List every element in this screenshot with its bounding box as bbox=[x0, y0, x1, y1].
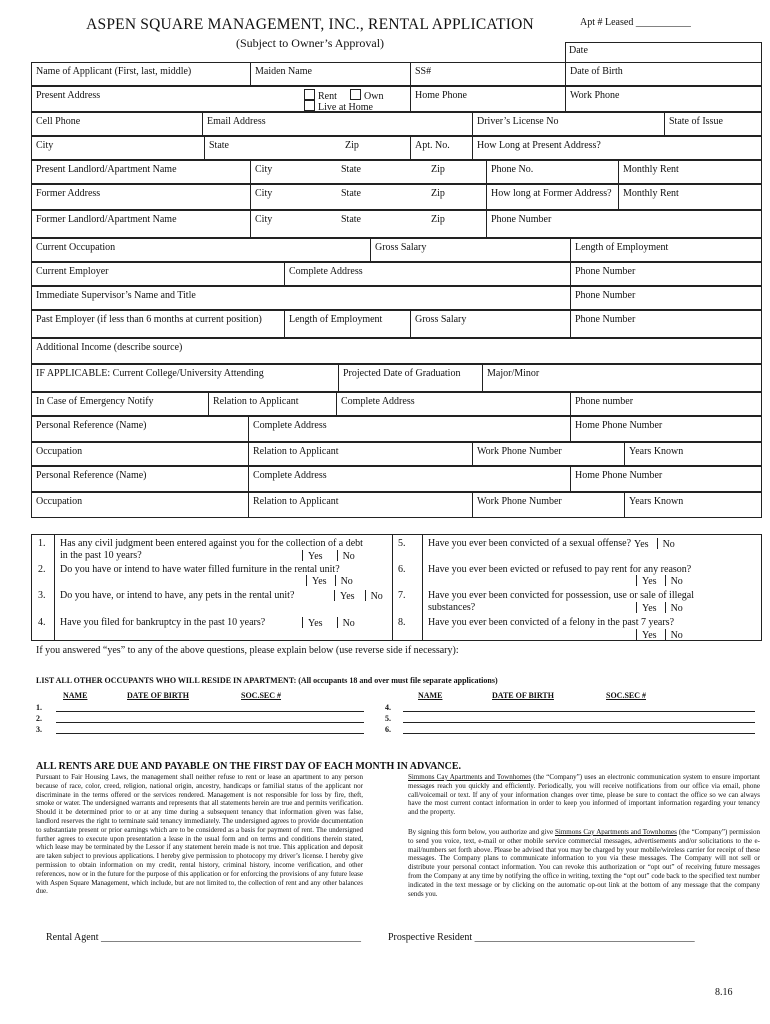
q7-number: 7. bbox=[398, 590, 406, 601]
q4-text: Have you filed for bankruptcy in the past 10 years? bbox=[60, 617, 266, 628]
form-subtitle: (Subject to Owner’s Approval) bbox=[235, 36, 385, 50]
q3-number: 3. bbox=[38, 590, 46, 601]
row-personal-ref-2 bbox=[31, 466, 762, 492]
column-divider bbox=[54, 535, 55, 640]
row-city bbox=[31, 136, 762, 160]
graduation-field[interactable] bbox=[338, 365, 482, 391]
length-employment-label: Length of Employment bbox=[575, 242, 669, 253]
zip-label: Zip bbox=[431, 214, 445, 225]
emergency-relation-field[interactable] bbox=[208, 393, 336, 415]
past-length-employment-field[interactable] bbox=[284, 311, 410, 337]
occupant-dob-header: DATE OF BIRTH bbox=[127, 691, 189, 700]
current-employer-field[interactable] bbox=[32, 263, 284, 285]
row-current-occupation bbox=[31, 238, 762, 262]
row-occupation-1 bbox=[31, 442, 762, 466]
former-address-label: Former Address bbox=[36, 188, 101, 199]
no-label: No bbox=[340, 576, 353, 587]
how-long-former-label: How long at Former Address? bbox=[491, 188, 612, 199]
ref-1-occupation-field[interactable] bbox=[32, 443, 248, 465]
q4-yes-box[interactable] bbox=[302, 617, 303, 628]
q3-answer[interactable] bbox=[334, 590, 383, 602]
occupant-2-number: 2. bbox=[36, 714, 42, 723]
occupant-ssn-header: SOC.SEC # bbox=[606, 691, 647, 700]
former-landlord-label: Former Landlord/Apartment Name bbox=[36, 214, 177, 225]
drivers-license-label: Driver’s License No bbox=[477, 116, 559, 127]
column-divider bbox=[422, 535, 423, 640]
employer-address-field[interactable] bbox=[284, 263, 570, 285]
former-city-state-zip[interactable] bbox=[250, 185, 486, 209]
state-label: State bbox=[341, 188, 361, 199]
q5-answer[interactable] bbox=[634, 538, 675, 550]
home-phone-number-label: Home Phone Number bbox=[575, 420, 663, 431]
monthly-rent-label: Monthly Rent bbox=[623, 188, 679, 199]
home-phone-number-label: Home Phone Number bbox=[575, 470, 663, 481]
gross-salary-label: Gross Salary bbox=[415, 314, 467, 325]
q7-yes-box[interactable] bbox=[636, 602, 637, 613]
former-monthly-rent-field[interactable] bbox=[618, 185, 762, 209]
monthly-rent-field[interactable] bbox=[618, 161, 762, 183]
q5-text: Have you ever been convicted of a sexual offense? bbox=[428, 538, 632, 549]
occupant-5-number: 5. bbox=[385, 714, 391, 723]
q4-answer[interactable] bbox=[302, 617, 355, 629]
row-personal-ref-1 bbox=[31, 416, 762, 442]
former-landlord-city-state-zip[interactable] bbox=[250, 211, 486, 237]
q3-yes-box[interactable] bbox=[334, 590, 335, 601]
row-occupation-2 bbox=[31, 492, 762, 518]
q4-number: 4. bbox=[38, 617, 46, 628]
work-phone-label: Work Phone bbox=[570, 90, 620, 101]
no-label: No bbox=[662, 539, 675, 550]
relation-label: Relation to Applicant bbox=[213, 396, 299, 407]
work-phone-field[interactable] bbox=[565, 87, 762, 111]
apt-no-field[interactable] bbox=[410, 137, 472, 159]
live-at-home-checkbox[interactable] bbox=[304, 100, 315, 111]
occupant-6-line[interactable] bbox=[403, 733, 755, 734]
landlord-phone-field[interactable] bbox=[486, 161, 618, 183]
q8-no-box[interactable] bbox=[665, 629, 666, 640]
questions-table bbox=[31, 534, 762, 641]
no-label: No bbox=[370, 591, 383, 602]
employer-phone-field[interactable] bbox=[570, 263, 762, 285]
dob-field[interactable] bbox=[565, 63, 762, 85]
rent-label: Rent bbox=[318, 91, 337, 102]
how-long-former-field[interactable] bbox=[486, 185, 618, 209]
complete-address-label: Complete Address bbox=[289, 266, 363, 277]
row-former-address bbox=[31, 184, 762, 210]
supervisor-label: Immediate Supervisor’s Name and Title bbox=[36, 290, 196, 301]
prospective-resident-signature[interactable]: Prospective Resident ____________________________________________ bbox=[388, 932, 695, 943]
rents-heading: ALL RENTS ARE DUE AND PAYABLE ON THE FIRST DAY OF EACH MONTH IN ADVANCE. bbox=[36, 761, 461, 772]
emergency-phone-field[interactable] bbox=[570, 393, 762, 415]
personal-ref-1-address-field[interactable] bbox=[248, 417, 570, 441]
q2-answer[interactable] bbox=[306, 575, 353, 587]
q3-text: Do you have, or intend to have, any pets in the rental unit? bbox=[60, 590, 295, 601]
ref-2-years-known-field[interactable] bbox=[624, 493, 762, 517]
occupants-heading: LIST ALL OTHER OCCUPANTS WHO WILL RESIDE IN APARTMENT: (All occupants 18 and over must file separate applications) bbox=[36, 676, 498, 685]
phone-number-label: Phone Number bbox=[575, 314, 636, 325]
occupant-name-header: NAME bbox=[418, 691, 443, 700]
q7-answer[interactable] bbox=[636, 602, 683, 614]
occupation-label: Occupation bbox=[36, 446, 83, 457]
cell-phone-field[interactable] bbox=[32, 113, 202, 135]
phone-no-label: Phone No. bbox=[491, 164, 534, 175]
complete-address-label: Complete Address bbox=[341, 396, 415, 407]
current-occupation-label: Current Occupation bbox=[36, 242, 116, 253]
email-label: Email Address bbox=[207, 116, 266, 127]
occupant-4-line[interactable] bbox=[403, 711, 755, 712]
q1-answer[interactable] bbox=[302, 550, 355, 562]
occupant-2-line[interactable] bbox=[56, 722, 364, 723]
state-label: State bbox=[341, 214, 361, 225]
yes-label: Yes bbox=[308, 551, 323, 562]
yes-label: Yes bbox=[308, 618, 323, 629]
occupant-name-header: NAME bbox=[63, 691, 88, 700]
occupant-5-line[interactable] bbox=[403, 722, 755, 723]
q8-answer[interactable] bbox=[636, 629, 683, 641]
occupant-4-number: 4. bbox=[385, 703, 391, 712]
ref-1-work-phone-field[interactable] bbox=[472, 443, 624, 465]
city-label: City bbox=[36, 140, 54, 151]
former-landlord-field[interactable] bbox=[32, 211, 250, 237]
gross-salary-label: Gross Salary bbox=[375, 242, 427, 253]
own-label: Own bbox=[364, 91, 384, 102]
occupant-1-line[interactable] bbox=[56, 711, 364, 712]
yes-label: Yes bbox=[642, 576, 657, 587]
personal-ref-2-address-field[interactable] bbox=[248, 467, 570, 491]
phone-number-label: Phone Number bbox=[575, 266, 636, 277]
occupation-label: Occupation bbox=[36, 496, 83, 507]
row-former-landlord bbox=[31, 210, 762, 238]
college-label: IF APPLICABLE: Current College/University Attending bbox=[36, 368, 264, 379]
q6-no-box[interactable] bbox=[665, 575, 666, 586]
rental-agent-signature[interactable]: Rental Agent ____________________________________________________ bbox=[46, 932, 361, 943]
ref-1-relation-field[interactable] bbox=[248, 443, 472, 465]
company-name: Simmons Cay Apartments and Townhomes bbox=[408, 773, 531, 781]
date-label: Date bbox=[569, 45, 588, 56]
former-landlord-phone-field[interactable] bbox=[486, 211, 762, 237]
monthly-rent-label: Monthly Rent bbox=[623, 164, 679, 175]
row-cell-phone bbox=[31, 112, 762, 136]
landlord-city-state-zip[interactable] bbox=[250, 161, 486, 183]
q6-yes-box[interactable] bbox=[636, 575, 637, 586]
ssn-field[interactable] bbox=[410, 63, 565, 85]
yes-label: Yes bbox=[340, 591, 355, 602]
no-label: No bbox=[342, 618, 355, 629]
state-of-issue-field[interactable] bbox=[664, 113, 762, 135]
applicant-name-field[interactable] bbox=[32, 63, 250, 85]
yes-label: Yes bbox=[312, 576, 327, 587]
ref-2-occupation-field[interactable] bbox=[32, 493, 248, 517]
yes-label: Yes bbox=[642, 603, 657, 614]
relation-label: Relation to Applicant bbox=[253, 446, 339, 457]
row-college bbox=[31, 364, 762, 392]
personal-ref-1-home-phone-field[interactable] bbox=[570, 417, 762, 441]
how-long-present-field[interactable] bbox=[472, 137, 762, 159]
cell-phone-label: Cell Phone bbox=[36, 116, 81, 127]
rent-checkbox[interactable] bbox=[304, 89, 315, 100]
personal-ref-2-name-field[interactable] bbox=[32, 467, 248, 491]
gross-salary-field[interactable] bbox=[370, 239, 570, 261]
q6-number: 6. bbox=[398, 564, 406, 575]
personal-ref-1-name-field[interactable] bbox=[32, 417, 248, 441]
past-employer-label: Past Employer (if less than 6 months at current position) bbox=[36, 314, 262, 325]
no-label: No bbox=[670, 576, 683, 587]
length-employment-field[interactable] bbox=[570, 239, 762, 261]
authorization-text-b: (the “Company”) permission to send you voice, text, e-mail or other mobile service commercial messages, advertisements and/or solicitations to the e-mail/numbers set forth above. Please be advised that you may be charged by your mobile/wireless carrier for receipt of these messages. The Company plans to communicate information to you via these messages. The Company will not sell or distribute your personal contact information. You can revoke this authorization or “opt out” of receiving future messages from the Company at any time by notifying the office in writing, texting the “opt out” code back to the specified text number indicated in the text message or by clicking on the automatic op-out link at the bottom of any message that the company sends you. bbox=[408, 828, 760, 898]
years-known-label: Years Known bbox=[629, 496, 684, 507]
drivers-license-field[interactable] bbox=[472, 113, 664, 135]
column-divider bbox=[392, 535, 393, 640]
no-label: No bbox=[342, 551, 355, 562]
phone-number-label: Phone Number bbox=[575, 290, 636, 301]
ref-1-years-known-field[interactable] bbox=[624, 443, 762, 465]
q6-text: Have you ever been evicted or refused to pay rent for any reason? bbox=[428, 564, 692, 575]
dob-label: Date of Birth bbox=[570, 66, 623, 77]
complete-address-label: Complete Address bbox=[253, 470, 327, 481]
college-field[interactable] bbox=[32, 365, 338, 391]
row-supervisor bbox=[31, 286, 762, 310]
apt-no-label: Apt. No. bbox=[415, 140, 450, 151]
ssn-label: SS# bbox=[415, 66, 432, 77]
no-label: No bbox=[670, 603, 683, 614]
past-employer-field[interactable] bbox=[32, 311, 284, 337]
occupant-3-line[interactable] bbox=[56, 733, 364, 734]
occupant-dob-header: DATE OF BIRTH bbox=[492, 691, 554, 700]
city-label: City bbox=[255, 188, 273, 199]
personal-ref-label: Personal Reference (Name) bbox=[36, 420, 147, 431]
yes-label: Yes bbox=[642, 630, 657, 641]
own-checkbox[interactable] bbox=[350, 89, 361, 100]
q2-no-box[interactable] bbox=[335, 575, 336, 586]
present-landlord-label: Present Landlord/Apartment Name bbox=[36, 164, 177, 175]
major-field[interactable] bbox=[482, 365, 762, 391]
zip-label: Zip bbox=[431, 164, 445, 175]
email-field[interactable] bbox=[202, 113, 472, 135]
city-label: City bbox=[255, 214, 273, 225]
major-label: Major/Minor bbox=[487, 368, 540, 379]
q8-number: 8. bbox=[398, 617, 406, 628]
relation-label: Relation to Applicant bbox=[253, 496, 339, 507]
present-address-label: Present Address bbox=[36, 90, 101, 101]
fair-housing-paragraph: Pursuant to Fair Housing Laws, the management shall neither refuse to rent or lease an apartment to any person because of race, color, creed, religion, national origin, ancestry, handicaps or familial status of the applicant nor discriminate in the terms offered or the services rendered. Management is not responsible for loss by fire, theft, smoke or water. The undersigned warrants and represents that all statements herein are true and permits verification. Should it be determined prior to or at any time during a subsequent tenancy that information given was false, landlord reserves the right to terminate said tenancy immediately. The undersigned agrees to provide documentation to substantiate present or prior earnings which are to be considered as a basis for payment of rent. The undersigned further agrees to execute upon presentation a lease in the usual form and on terms and conditions therein stated, which lease may be terminated by the Lessor if any statement herein made is not true. This application and deposit are taken subject to previous applications. I hereby give permission to photocopy my driver’s license. I hereby give permission to obtain information on my credit, rental history, criminal history, income verification, and other references, now or in the future for the purpose of this application or for enforcing the provisions of any future lease with Aspen Square Management, which include, but are not limited to, the collection of rent and any other balances due. bbox=[36, 773, 363, 896]
additional-income-field[interactable] bbox=[32, 339, 762, 363]
row-past-employer bbox=[31, 310, 762, 338]
q4-no-box[interactable] bbox=[337, 617, 338, 628]
form-version: 8.16 bbox=[715, 987, 733, 998]
q1-number: 1. bbox=[38, 538, 46, 549]
state-zip-field[interactable] bbox=[204, 137, 410, 159]
q5-number: 5. bbox=[398, 538, 406, 549]
graduation-label: Projected Date of Graduation bbox=[343, 368, 461, 379]
q1-no-box[interactable] bbox=[337, 550, 338, 561]
additional-income-label: Additional Income (describe source) bbox=[36, 342, 183, 353]
q2-yes-box[interactable] bbox=[306, 575, 307, 586]
q7-text: Have you ever been convicted for possession, use or sale of illegal bbox=[428, 590, 695, 601]
no-label: No bbox=[670, 630, 683, 641]
current-employer-label: Current Employer bbox=[36, 266, 109, 277]
phone-lower-label: Phone number bbox=[575, 396, 634, 407]
live-at-home-label: Live at Home bbox=[318, 102, 373, 113]
q7-no-box[interactable] bbox=[665, 602, 666, 613]
row-additional-income bbox=[31, 338, 762, 364]
zip-label: Zip bbox=[431, 188, 445, 199]
row-present-landlord bbox=[31, 160, 762, 184]
maiden-name-label: Maiden Name bbox=[255, 66, 312, 77]
emergency-contact-field[interactable] bbox=[32, 393, 208, 415]
complete-address-label: Complete Address bbox=[253, 420, 327, 431]
q3-no-box[interactable] bbox=[365, 590, 366, 601]
supervisor-phone-field[interactable] bbox=[570, 287, 762, 309]
occupant-3-number: 3. bbox=[36, 725, 42, 734]
length-employment-label: Length of Employment bbox=[289, 314, 383, 325]
occupant-ssn-header: SOC.SEC # bbox=[241, 691, 282, 700]
personal-ref-label: Personal Reference (Name) bbox=[36, 470, 147, 481]
row-current-employer bbox=[31, 262, 762, 286]
former-address-field[interactable] bbox=[32, 185, 250, 209]
state-label: State bbox=[341, 164, 361, 175]
zip-label: Zip bbox=[345, 140, 359, 151]
city-label: City bbox=[255, 164, 273, 175]
past-gross-salary-field[interactable] bbox=[410, 311, 570, 337]
how-long-present-label: How Long at Present Address? bbox=[477, 140, 601, 151]
occupant-1-number: 1. bbox=[36, 703, 42, 712]
q1-yes-box[interactable] bbox=[302, 550, 303, 561]
emergency-address-field[interactable] bbox=[336, 393, 570, 415]
row-emergency bbox=[31, 392, 762, 416]
applicant-name-label: Name of Applicant (First, last, middle) bbox=[36, 66, 192, 77]
company-name: Simmons Cay Apartments and Townhomes bbox=[555, 828, 677, 836]
emergency-label: In Case of Emergency Notify bbox=[36, 396, 154, 407]
work-phone-number-label: Work Phone Number bbox=[477, 496, 562, 507]
row-applicant-name bbox=[31, 62, 762, 86]
city-field[interactable] bbox=[32, 137, 204, 159]
date-field[interactable] bbox=[565, 42, 762, 62]
current-occupation-field[interactable] bbox=[32, 239, 370, 261]
ref-2-work-phone-field[interactable] bbox=[472, 493, 624, 517]
occupant-6-number: 6. bbox=[385, 725, 391, 734]
personal-ref-2-home-phone-field[interactable] bbox=[570, 467, 762, 491]
home-phone-field[interactable] bbox=[410, 87, 565, 111]
present-landlord-field[interactable] bbox=[32, 161, 250, 183]
state-of-issue-label: State of Issue bbox=[669, 116, 723, 127]
communication-text: (the “Company”) uses an electronic communication system to ensure important messages reach you quickly and efficiently. Periodically, you will receive notifications from our office via email, phone call/voicemail or text. If any of your information changes over time, please be sure to contact the office so we can always have the most current contact information in order to keep you informed of important information regarding your tenancy and the property. bbox=[408, 773, 760, 817]
q6-answer[interactable] bbox=[636, 575, 683, 587]
phone-number-label: Phone Number bbox=[491, 214, 552, 225]
q5-no-box[interactable] bbox=[657, 538, 658, 549]
explain-instruction: If you answered “yes” to any of the above questions, please explain below (use reverse side if necessary): bbox=[36, 645, 459, 656]
years-known-label: Years Known bbox=[629, 446, 684, 457]
q1-text-cont: in the past 10 years? bbox=[60, 550, 142, 561]
row-present-address bbox=[31, 86, 762, 112]
past-employer-phone-field[interactable] bbox=[570, 311, 762, 337]
q7-text-cont: substances? bbox=[428, 602, 476, 613]
present-address-field[interactable] bbox=[32, 87, 302, 111]
maiden-name-field[interactable] bbox=[250, 63, 410, 85]
q8-yes-box[interactable] bbox=[636, 629, 637, 640]
authorization-paragraph bbox=[408, 828, 760, 898]
supervisor-field[interactable] bbox=[32, 287, 570, 309]
state-label: State bbox=[209, 140, 229, 151]
form-title: ASPEN SQUARE MANAGEMENT, INC., RENTAL APPLICATION bbox=[86, 16, 534, 33]
home-phone-label: Home Phone bbox=[415, 90, 467, 101]
work-phone-number-label: Work Phone Number bbox=[477, 446, 562, 457]
ref-2-relation-field[interactable] bbox=[248, 493, 472, 517]
q2-number: 2. bbox=[38, 564, 46, 575]
q8-text: Have you ever been convicted of a felony in the past 7 years? bbox=[428, 617, 675, 628]
authorization-text-a: By signing this form below, you authorize and give bbox=[408, 828, 555, 836]
apt-leased-field[interactable]: Apt # Leased ___________ bbox=[580, 17, 691, 28]
q1-text: Has any civil judgment been entered against you for the collection of a debt bbox=[60, 538, 363, 549]
yes-label: Yes bbox=[634, 539, 649, 550]
communication-paragraph bbox=[408, 773, 760, 817]
q2-text: Do you have or intend to have water filled furniture in the rental unit? bbox=[60, 564, 340, 575]
